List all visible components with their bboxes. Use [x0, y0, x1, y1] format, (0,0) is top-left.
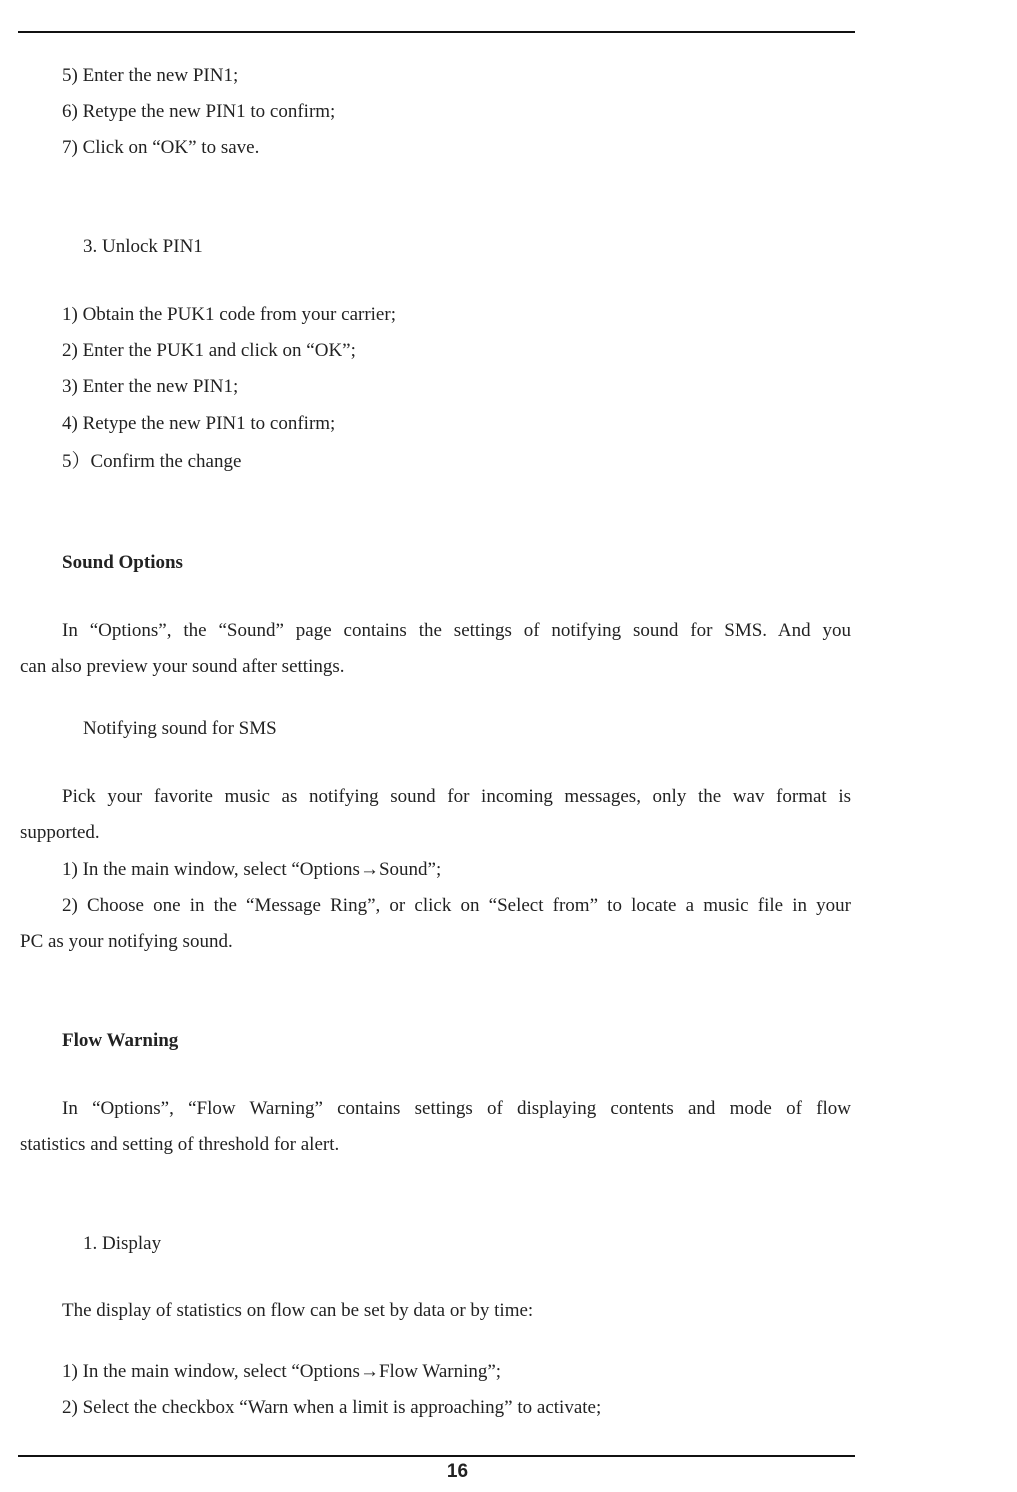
- unlock-step: 5）Confirm the change: [62, 451, 242, 472]
- unlock-step: 1) Obtain the PUK1 code from your carrier;: [62, 304, 396, 325]
- flow-warning-heading: Flow Warning: [62, 1030, 179, 1051]
- step-enter-new-pin: 5) Enter the new PIN1;: [62, 65, 239, 86]
- sound-step: PC as your notifying sound.: [20, 931, 233, 952]
- flow-intro-line: In “Options”, “Flow Warning” contains settings of displaying contents and mode of flow: [62, 1098, 851, 1119]
- unlock-step: 4) Retype the new PIN1 to confirm;: [62, 413, 336, 434]
- footer-rule: [18, 1455, 855, 1457]
- flow-step: 2) Select the checkbox “Warn when a limit is approaching” to activate;: [62, 1397, 602, 1418]
- sound-pick-line: supported.: [20, 822, 100, 843]
- sound-step: 2) Choose one in the “Message Ring”, or click on “Select from” to locate a music file in your: [62, 895, 851, 916]
- step-retype-pin: 6) Retype the new PIN1 to confirm;: [62, 101, 336, 122]
- header-rule: [18, 31, 855, 33]
- display-title: 1. Display: [83, 1233, 162, 1254]
- unlock-step: 2) Enter the PUK1 and click on “OK”;: [62, 340, 356, 361]
- sound-pick-line: Pick your favorite music as notifying sound for incoming messages, only the wav format is: [62, 786, 851, 807]
- step-click-ok: 7) Click on “OK” to save.: [62, 137, 260, 158]
- flow-intro-line: statistics and setting of threshold for alert.: [20, 1134, 340, 1155]
- notifying-sound-subheading: Notifying sound for SMS: [83, 718, 277, 739]
- unlock-pin-title: 3. Unlock PIN1: [83, 236, 203, 257]
- display-description: The display of statistics on flow can be set by data or by time:: [62, 1300, 534, 1321]
- sound-intro-line: can also preview your sound after settings.: [20, 656, 345, 677]
- sound-intro-line: In “Options”, the “Sound” page contains the settings of notifying sound for SMS. And you: [62, 620, 851, 641]
- flow-step: 1) In the main window, select “Options→Flow Warning”;: [62, 1361, 502, 1382]
- sound-step: 1) In the main window, select “Options→Sound”;: [62, 859, 442, 880]
- unlock-step: 3) Enter the new PIN1;: [62, 376, 239, 397]
- page-number: 16: [446, 1461, 469, 1482]
- sound-options-heading: Sound Options: [62, 552, 183, 573]
